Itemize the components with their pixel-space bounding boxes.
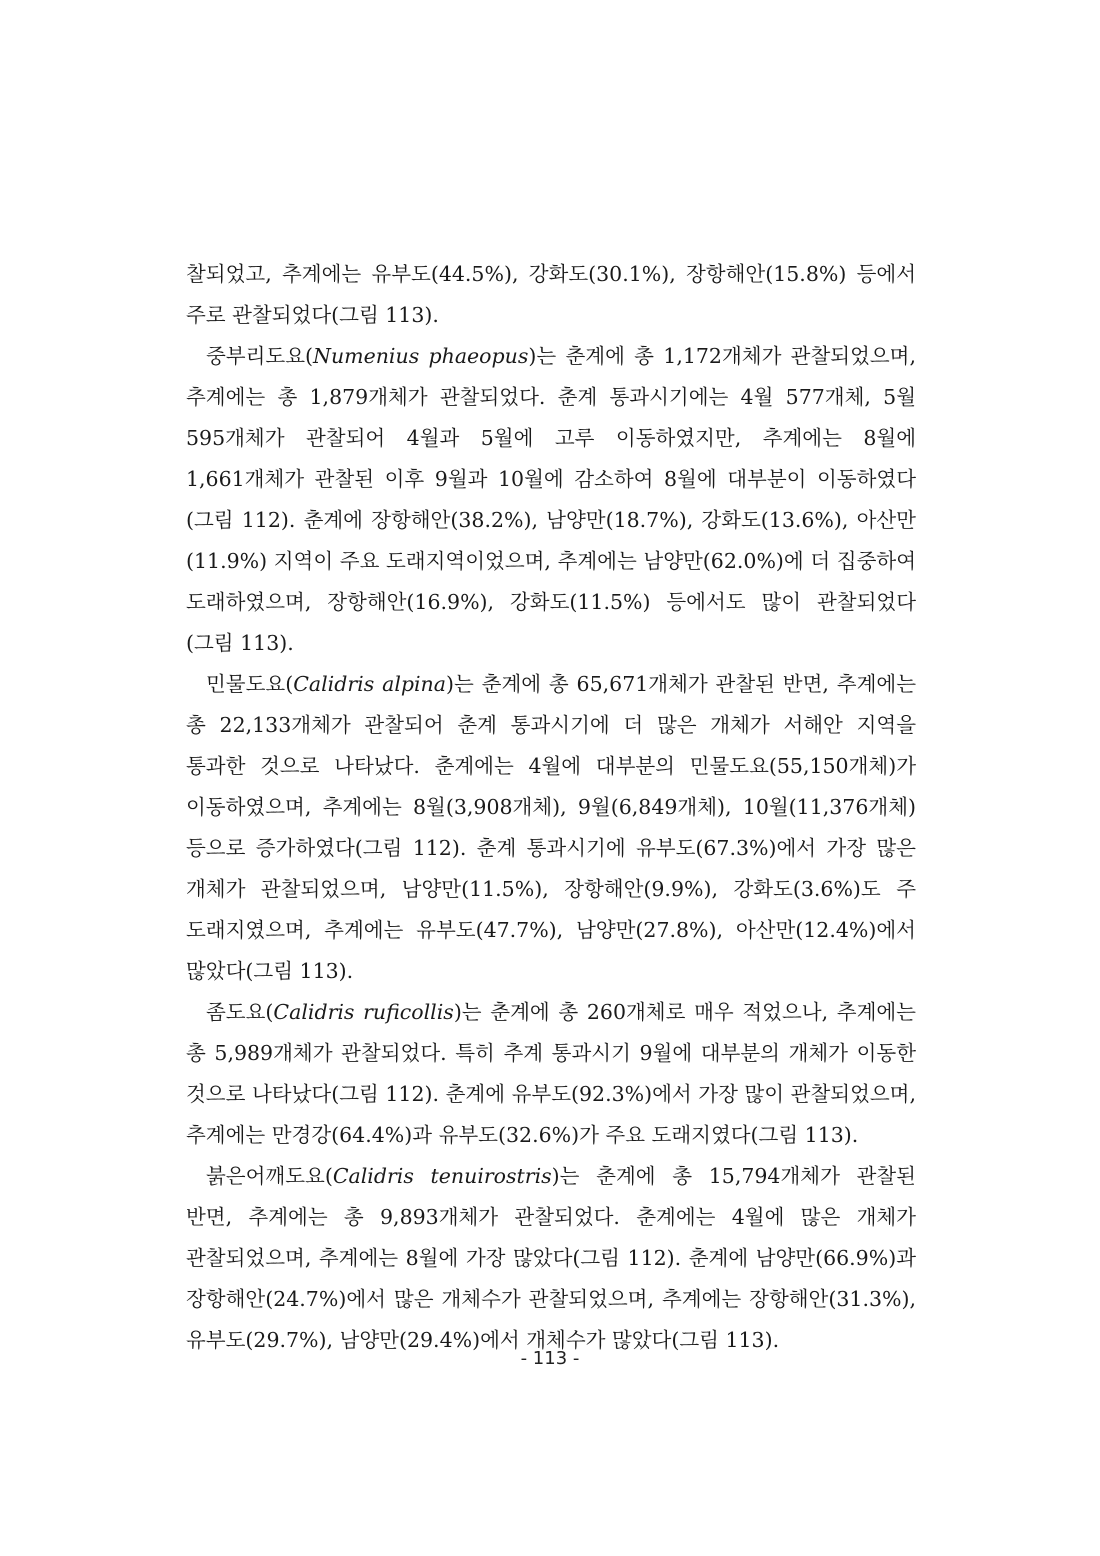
paragraph-continuation xyxy=(186,254,916,336)
paragraph-whimbrel xyxy=(186,336,916,664)
species-scientific-name: Numenius phaeopus xyxy=(313,344,529,368)
species-korean-name: 중부리도요( xyxy=(206,344,314,368)
species-korean-name: 좀도요( xyxy=(206,1000,274,1024)
page-body xyxy=(186,254,916,1361)
paragraph-text: )는 춘계에 총 260개체로 매우 적었으나, 추계에는 총 5,989개체가 관찰되었다. 특히 추계 통과시기 9월에 대부분의 개체가 이동한 것으로 나타났다(그림 112). 춘계에 유부도(92.3%)에서 가장 많이 관찰되었으며, 추계에는 만경강(64.4%)과 유부도(32.6%)가 주요 도래지였다(그림 113). xyxy=(186,1000,916,1147)
paragraph-text: )는 춘계에 총 1,172개체가 관찰되었으며, 추계에는 총 1,879개체가 관찰되었다. 춘계 통과시기에는 4월 577개체, 5월 595개체가 관찰되어 4월과 5월에 고루 이동하였지만, 추계에는 8월에 1,661개체가 관찰된 이후 9월과 10월에 감소하여 8월에 대부분이 이동하였다(그림 112). 춘계에 장항해안(38.2%), 남양만(18.7%), 강화도(13.6%), 아산만(11.9%) 지역이 주요 도래지역이었으며, 추계에는 남양만(62.0%)에 더 집중하여 도래하였으며, 장항해안(16.9%), 강화도(11.5%) 등에서도 많이 관찰되었다(그림 113). xyxy=(186,344,916,655)
species-korean-name: 민물도요( xyxy=(206,672,294,696)
page-number: - 113 - xyxy=(520,1348,580,1369)
species-scientific-name: Calidris tenuirostris xyxy=(332,1164,552,1188)
paragraph-text: )는 춘계에 총 65,671개체가 관찰된 반면, 추계에는 총 22,133개체가 관찰되어 춘계 통과시기에 더 많은 개체가 서해안 지역을 통과한 것으로 나타났다. 춘계에는 4월에 대부분의 민물도요(55,150개체)가 이동하였으며, 추계에는 8월(3,908개체), 9월(6,849개체), 10월(11,376개체) 등으로 증가하였다(그림 112). 춘계 통과시기에 유부도(67.3%)에서 가장 많은 개체가 관찰되었으며, 남양만(11.5%), 장항해안(9.9%), 강화도(3.6%)도 주 도래지였으며, 추계에는 유부도(47.7%), 남양만(27.8%), 아산만(12.4%)에서 많았다(그림 113). xyxy=(186,672,916,983)
species-scientific-name: Calidris ruficollis xyxy=(273,1000,454,1024)
species-scientific-name: Calidris alpina xyxy=(293,672,446,696)
species-korean-name: 붉은어깨도요( xyxy=(206,1164,333,1188)
paragraph-red-necked-stint xyxy=(186,992,916,1156)
paragraph-text: )는 춘계에 총 15,794개체가 관찰된 반면, 추계에는 총 9,893개체가 관찰되었다. 춘계에는 4월에 많은 개체가 관찰되었으며, 추계에는 8월에 가장 많았다(그림 112). 춘계에 남양만(66.9%)과 장항해안(24.7%)에서 많은 개체수가 관찰되었으며, 추계에는 장항해안(31.3%), 유부도(29.7%), 남양만(29.4%)에서 개체수가 많았다(그림 113). xyxy=(186,1164,916,1352)
paragraph-great-knot xyxy=(186,1156,916,1361)
paragraph-dunlin xyxy=(186,664,916,992)
paragraph-text: 찰되었고, 추계에는 유부도(44.5%), 강화도(30.1%), 장항해안(15.8%) 등에서 주로 관찰되었다(그림 113). xyxy=(186,262,916,327)
